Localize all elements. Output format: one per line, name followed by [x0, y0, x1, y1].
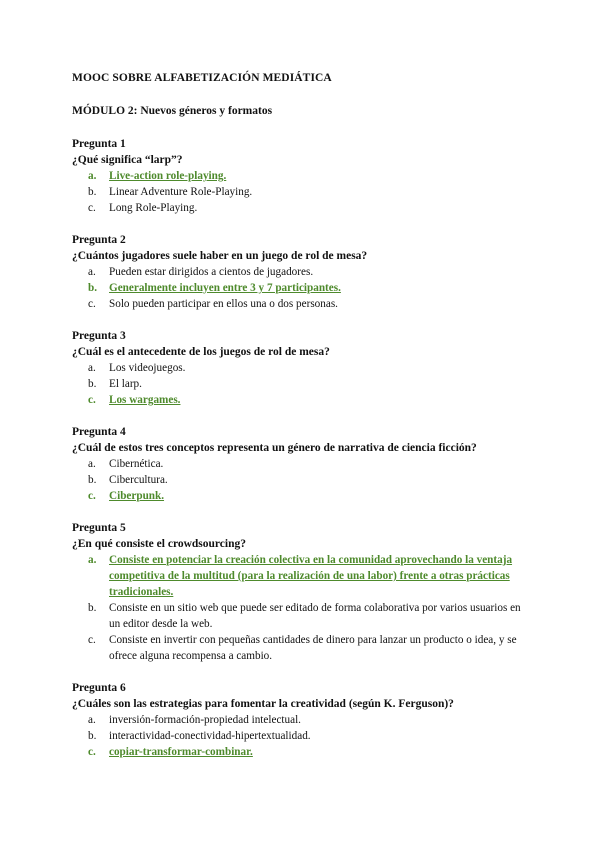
question-text: ¿Cuántos jugadores suele haber en un juego de rol de mesa? — [72, 250, 368, 262]
document-title: MOOC SOBRE ALFABETIZACIÓN MEDIÁTICA — [72, 72, 332, 84]
option-text: Los wargames. — [109, 394, 181, 406]
option-letter: c. — [88, 490, 96, 502]
option-letter: a. — [88, 714, 96, 726]
question-5 — [72, 520, 532, 664]
option-letter: c. — [88, 298, 96, 310]
option-letter: a. — [88, 170, 97, 182]
option-text: Pueden estar dirigidos a cientos de jugadores. — [109, 266, 314, 278]
question-label: Pregunta 2 — [72, 234, 126, 246]
question-label: Pregunta 5 — [72, 522, 126, 534]
option-letter: b. — [88, 378, 97, 390]
question-label: Pregunta 1 — [72, 138, 126, 150]
answer-option-c — [72, 392, 532, 408]
answer-option-a — [72, 264, 532, 280]
question-text: ¿Qué significa “larp”? — [72, 154, 183, 166]
question-2 — [72, 232, 532, 312]
option-text: copiar-transformar-combinar. — [109, 746, 253, 758]
answer-option-c — [72, 488, 532, 504]
option-text: interactividad-conectividad-hipertextualidad. — [109, 730, 311, 742]
option-text: Linear Adventure Role-Playing. — [109, 186, 253, 198]
question-label: Pregunta 4 — [72, 426, 126, 438]
answer-option-b — [72, 280, 532, 296]
answer-options — [72, 360, 532, 408]
question-label: Pregunta 3 — [72, 330, 126, 342]
answer-option-a — [72, 712, 532, 728]
option-letter: a. — [88, 554, 97, 566]
option-text: Ciberpunk. — [109, 490, 165, 502]
answer-option-c — [72, 632, 532, 664]
question-label: Pregunta 6 — [72, 682, 126, 694]
option-letter: c. — [88, 746, 96, 758]
option-letter: c. — [88, 202, 96, 214]
option-text: Cibercultura. — [109, 474, 168, 486]
option-text: Solo pueden participar en ellos una o dos personas. — [109, 298, 338, 310]
question-6 — [72, 680, 532, 760]
answer-options — [72, 264, 532, 312]
question-text: ¿Cuál es el antecedente de los juegos de rol de mesa? — [72, 346, 330, 358]
answer-option-b — [72, 472, 532, 488]
option-text: inversión-formación-propiedad intelectual. — [109, 714, 301, 726]
answer-option-a — [72, 552, 532, 600]
module-title: MÓDULO 2: Nuevos géneros y formatos — [72, 105, 273, 117]
option-letter: a. — [88, 266, 96, 278]
option-text: Generalmente incluyen entre 3 y 7 participantes. — [109, 282, 341, 294]
answer-option-b — [72, 728, 532, 744]
answer-option-b — [72, 376, 532, 392]
answer-option-c — [72, 200, 532, 216]
question-text: ¿Cuáles son las estrategias para fomentar la creatividad (según K. Ferguson)? — [72, 698, 454, 710]
option-letter: c. — [88, 394, 96, 406]
question-text: ¿Cuál de estos tres conceptos representa un género de narrativa de ciencia ficción? — [72, 442, 477, 454]
answer-option-a — [72, 456, 532, 472]
option-letter: a. — [88, 458, 96, 470]
option-text: Long Role-Playing. — [109, 202, 198, 214]
answer-options — [72, 168, 532, 216]
option-text: Consiste en invertir con pequeñas cantidades de dinero para lanzar un producto o idea, y se ofrece alguna recompensa a cambio. — [109, 634, 517, 662]
answer-option-b — [72, 600, 532, 632]
question-1 — [72, 136, 532, 216]
option-text: Live-action role-playing. — [109, 170, 227, 182]
answer-option-a — [72, 168, 532, 184]
option-text: Consiste en un sitio web que puede ser editado de forma colaborativa por varios usuarios en un editor desde la web. — [109, 602, 521, 630]
answer-options — [72, 552, 532, 664]
answer-option-c — [72, 296, 532, 312]
question-4 — [72, 424, 532, 504]
option-letter: b. — [88, 186, 97, 198]
option-text: Consiste en potenciar la creación colectiva en la comunidad aprovechando la ventaja competitiva de la multitud (para la realización de una labor) frente a otras prácticas tradicionales. — [109, 554, 513, 598]
option-letter: b. — [88, 730, 97, 742]
answer-option-b — [72, 184, 532, 200]
answer-options — [72, 456, 532, 504]
answer-option-c — [72, 744, 532, 760]
question-3 — [72, 328, 532, 408]
answer-option-a — [72, 360, 532, 376]
option-letter: c. — [88, 634, 96, 646]
option-letter: a. — [88, 362, 96, 374]
option-letter: b. — [88, 602, 97, 614]
question-text: ¿En qué consiste el crowdsourcing? — [72, 538, 247, 550]
option-text: El larp. — [109, 378, 142, 390]
answer-options — [72, 712, 532, 760]
option-text: Los videojuegos. — [109, 362, 186, 374]
option-letter: b. — [88, 474, 97, 486]
option-text: Cibernética. — [109, 458, 164, 470]
option-letter: b. — [88, 282, 98, 294]
